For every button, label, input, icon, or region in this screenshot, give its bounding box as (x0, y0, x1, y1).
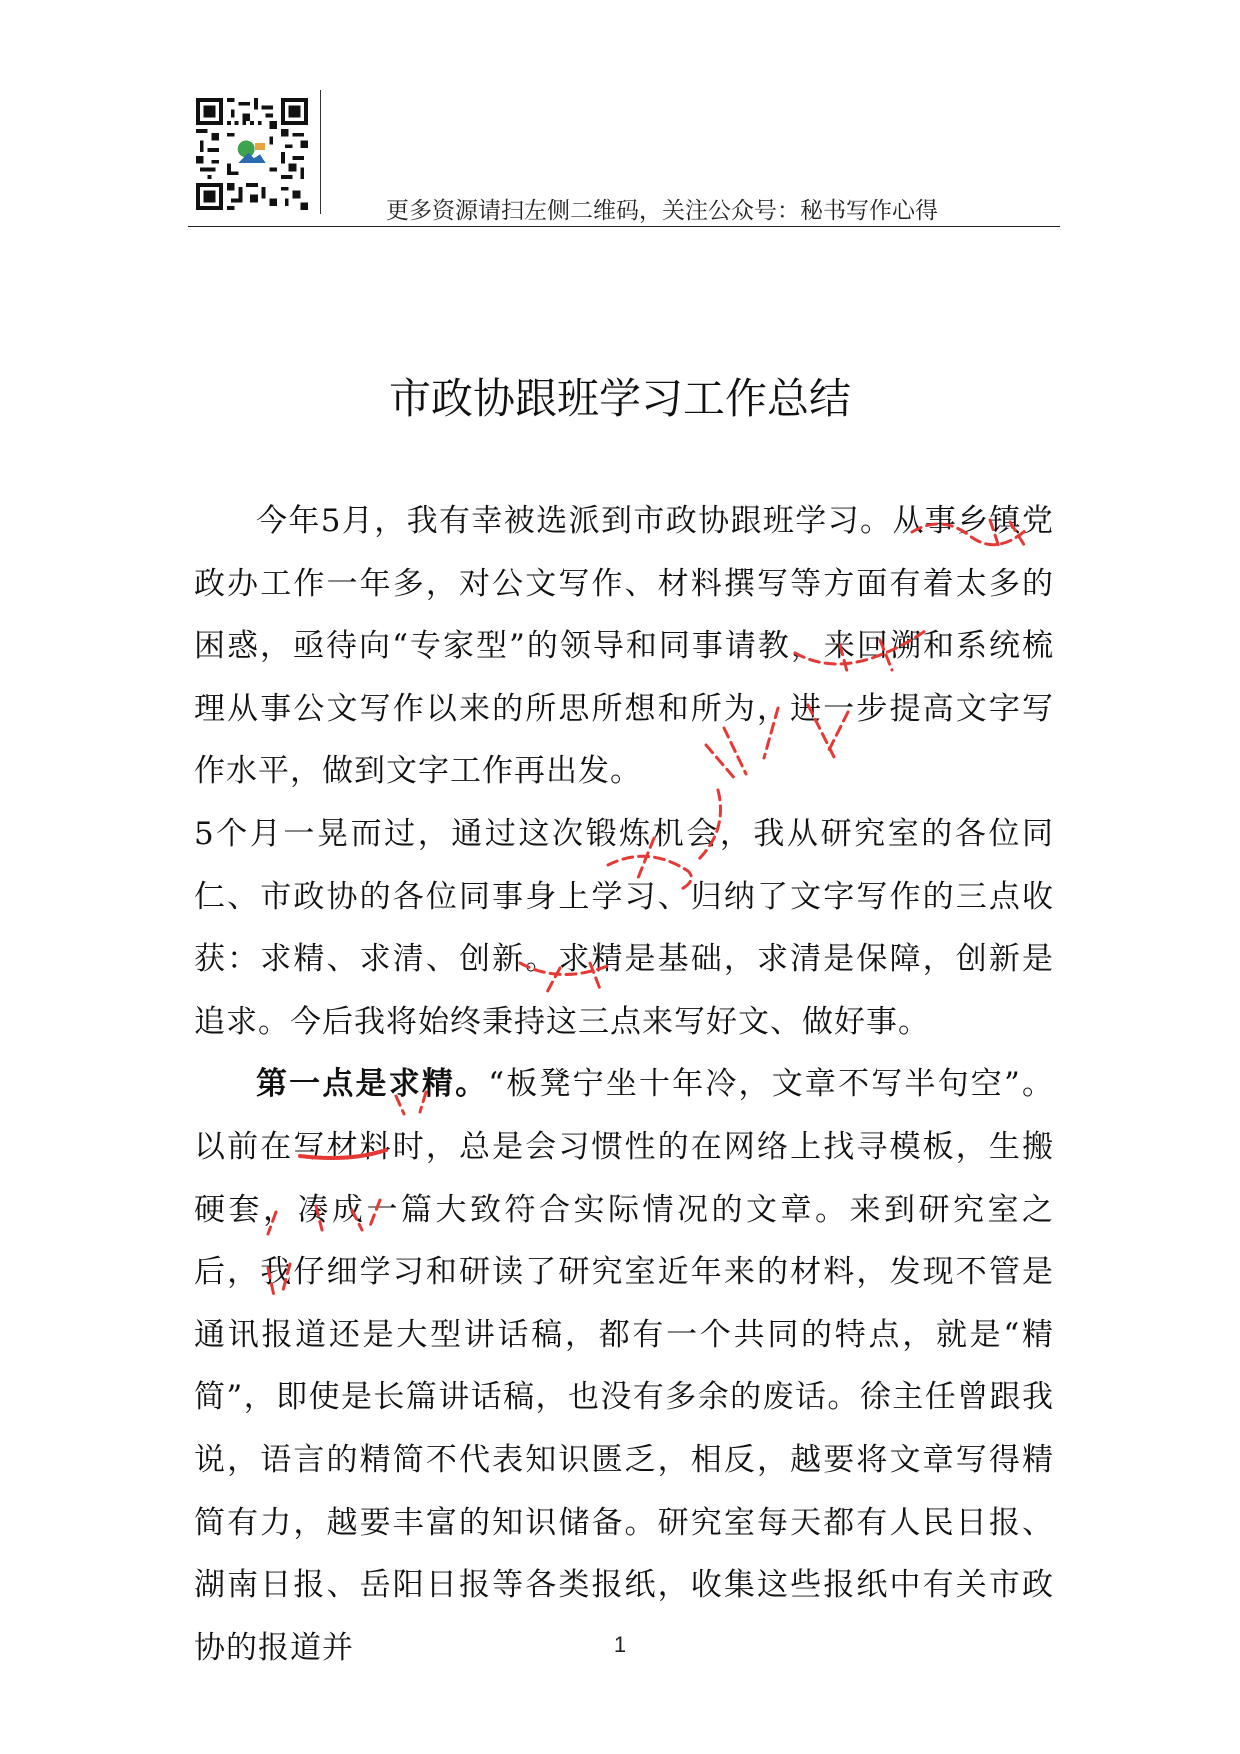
paragraph-text: 今年5月，我有幸被选派到市政协跟班学习。从事乡镇党政办工作一年多，对公文写作、材料撰写等方面有着太多的困惑，亟待向“专家型”的领导和同事请教，来回溯和系统梳理从事公文写作以来的所思所想和所为，进一步提高文字写作水平，做到文字工作再出发。 (194, 503, 1054, 790)
qr-code-icon (196, 98, 308, 210)
paragraph-text: 5个月一晃而过，通过这次锻炼机会，我从研究室的各位同仁、市政协的各位同事身上学习、归纳了文字写作的三点收获：求精、求清、创新。求精是基础，求清是保障，创新是追求。今后我将始终秉持这三点来写好文、做好事。 (194, 815, 1054, 1040)
paragraph-text: “板凳宁坐十年冷，文章不写半句空”。以前在写材料时，总是会习惯性的在网络上找寻模板，生搬硬套，凑成一篇大致符合实际情况的文章。来到研究室之后，我仔细学习和研读了研究室近年来的材料，发现不管是通讯报道还是大型讲话稿，都有一个共同的特点，就是“精简”，即使是长篇讲话稿，也没有多余的废话。徐主任曾跟我说，语言的精简不代表知识匮乏，相反，越要将文章写得精简有力，越要丰富的知识储备。研究室每天都有人民日报、湖南日报、岳阳日报等各类报纸，收集这些报纸中有关市政协的报道并 (194, 1066, 1055, 1666)
header-rule (188, 226, 1060, 227)
page-number: 1 (613, 1632, 627, 1657)
header-notice: 更多资源请扫左侧二维码，关注公众号：秘书写作心得 (386, 198, 938, 224)
paragraph-3 (194, 1053, 1054, 1679)
header-vertical-divider (320, 90, 321, 214)
document-body (194, 490, 1054, 1679)
document-title: 市政协跟班学习工作总结 (388, 374, 851, 423)
paragraph-lead: 第一点是求精。 (256, 1066, 489, 1103)
paragraph-1 (194, 490, 1054, 803)
paragraph-2 (194, 803, 1054, 1053)
